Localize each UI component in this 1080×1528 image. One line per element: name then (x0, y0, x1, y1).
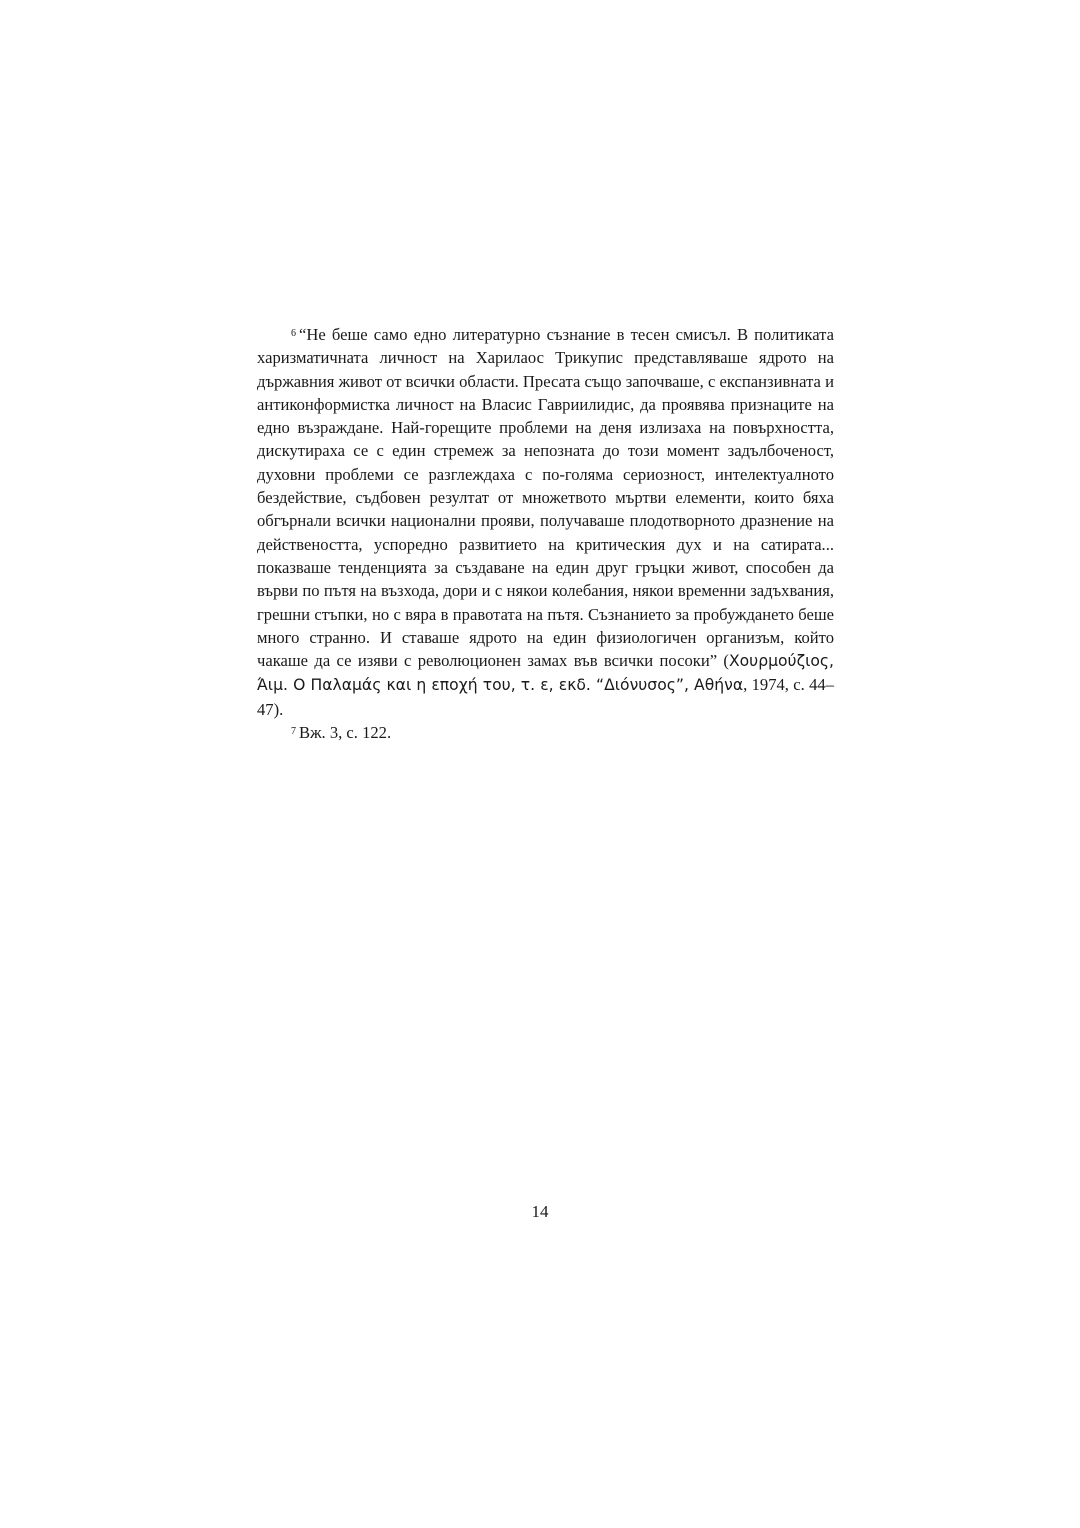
footnotes-block (257, 323, 834, 744)
footnote-text: “Не беше само едно литературно съзнание в тесен смисъл. В политиката харизматичната личност на Харилаос Трикупис представляваше ядрото на държавния живот от всички области. Пресата също започваше, с експанзивната и антиконформистка личност на Власис Гавриилидис, да проявява признаците на едно възраждане. Най-горещите проблеми на деня излизаха на повърхността, дискутираха се с един стремеж за непозната до този момент задълбоченост, духовни проблеми се разглеждаха с по-голяма сериозност, интелектуалното бездействие, съдбовен резултат от множетвото мъртви елементи, които бяха обгърнали всички национални прояви, получаваше плодотворното дразнение на действеността, успоредно развитието на критическия дух и на сатирата... показваше тенденцията за създаване на един друг гръцки живот, способен да върви по пътя на възхода, дори и с някои колебания, някои временни задъхвания, грешни стъпки, но с вяра в правотата на пътя. Съзнанието за пробуждането беше много странно. И ставаше ядрото на един физиологичен организъм, който чакаше да се изяви с революционен замах във всички посоки” ( (257, 325, 834, 671)
page-number: 14 (531, 1202, 549, 1221)
footnote-6 (257, 323, 834, 721)
footnote-number: 6 (291, 328, 296, 339)
footnote-text: Вж. 3, с. 122. (299, 723, 392, 743)
footnote-citation-tail: , 1974, с. 44–47). (257, 675, 834, 719)
footnote-number: 7 (291, 726, 296, 738)
footnote-greek-citation: Χουρμούζιος, Άιμ. Ο Παλαμάς και η εποχή του, τ. ε, εκδ. “Διόνυσος”, Αθήνα (257, 652, 834, 695)
footnote-7 (257, 721, 834, 744)
